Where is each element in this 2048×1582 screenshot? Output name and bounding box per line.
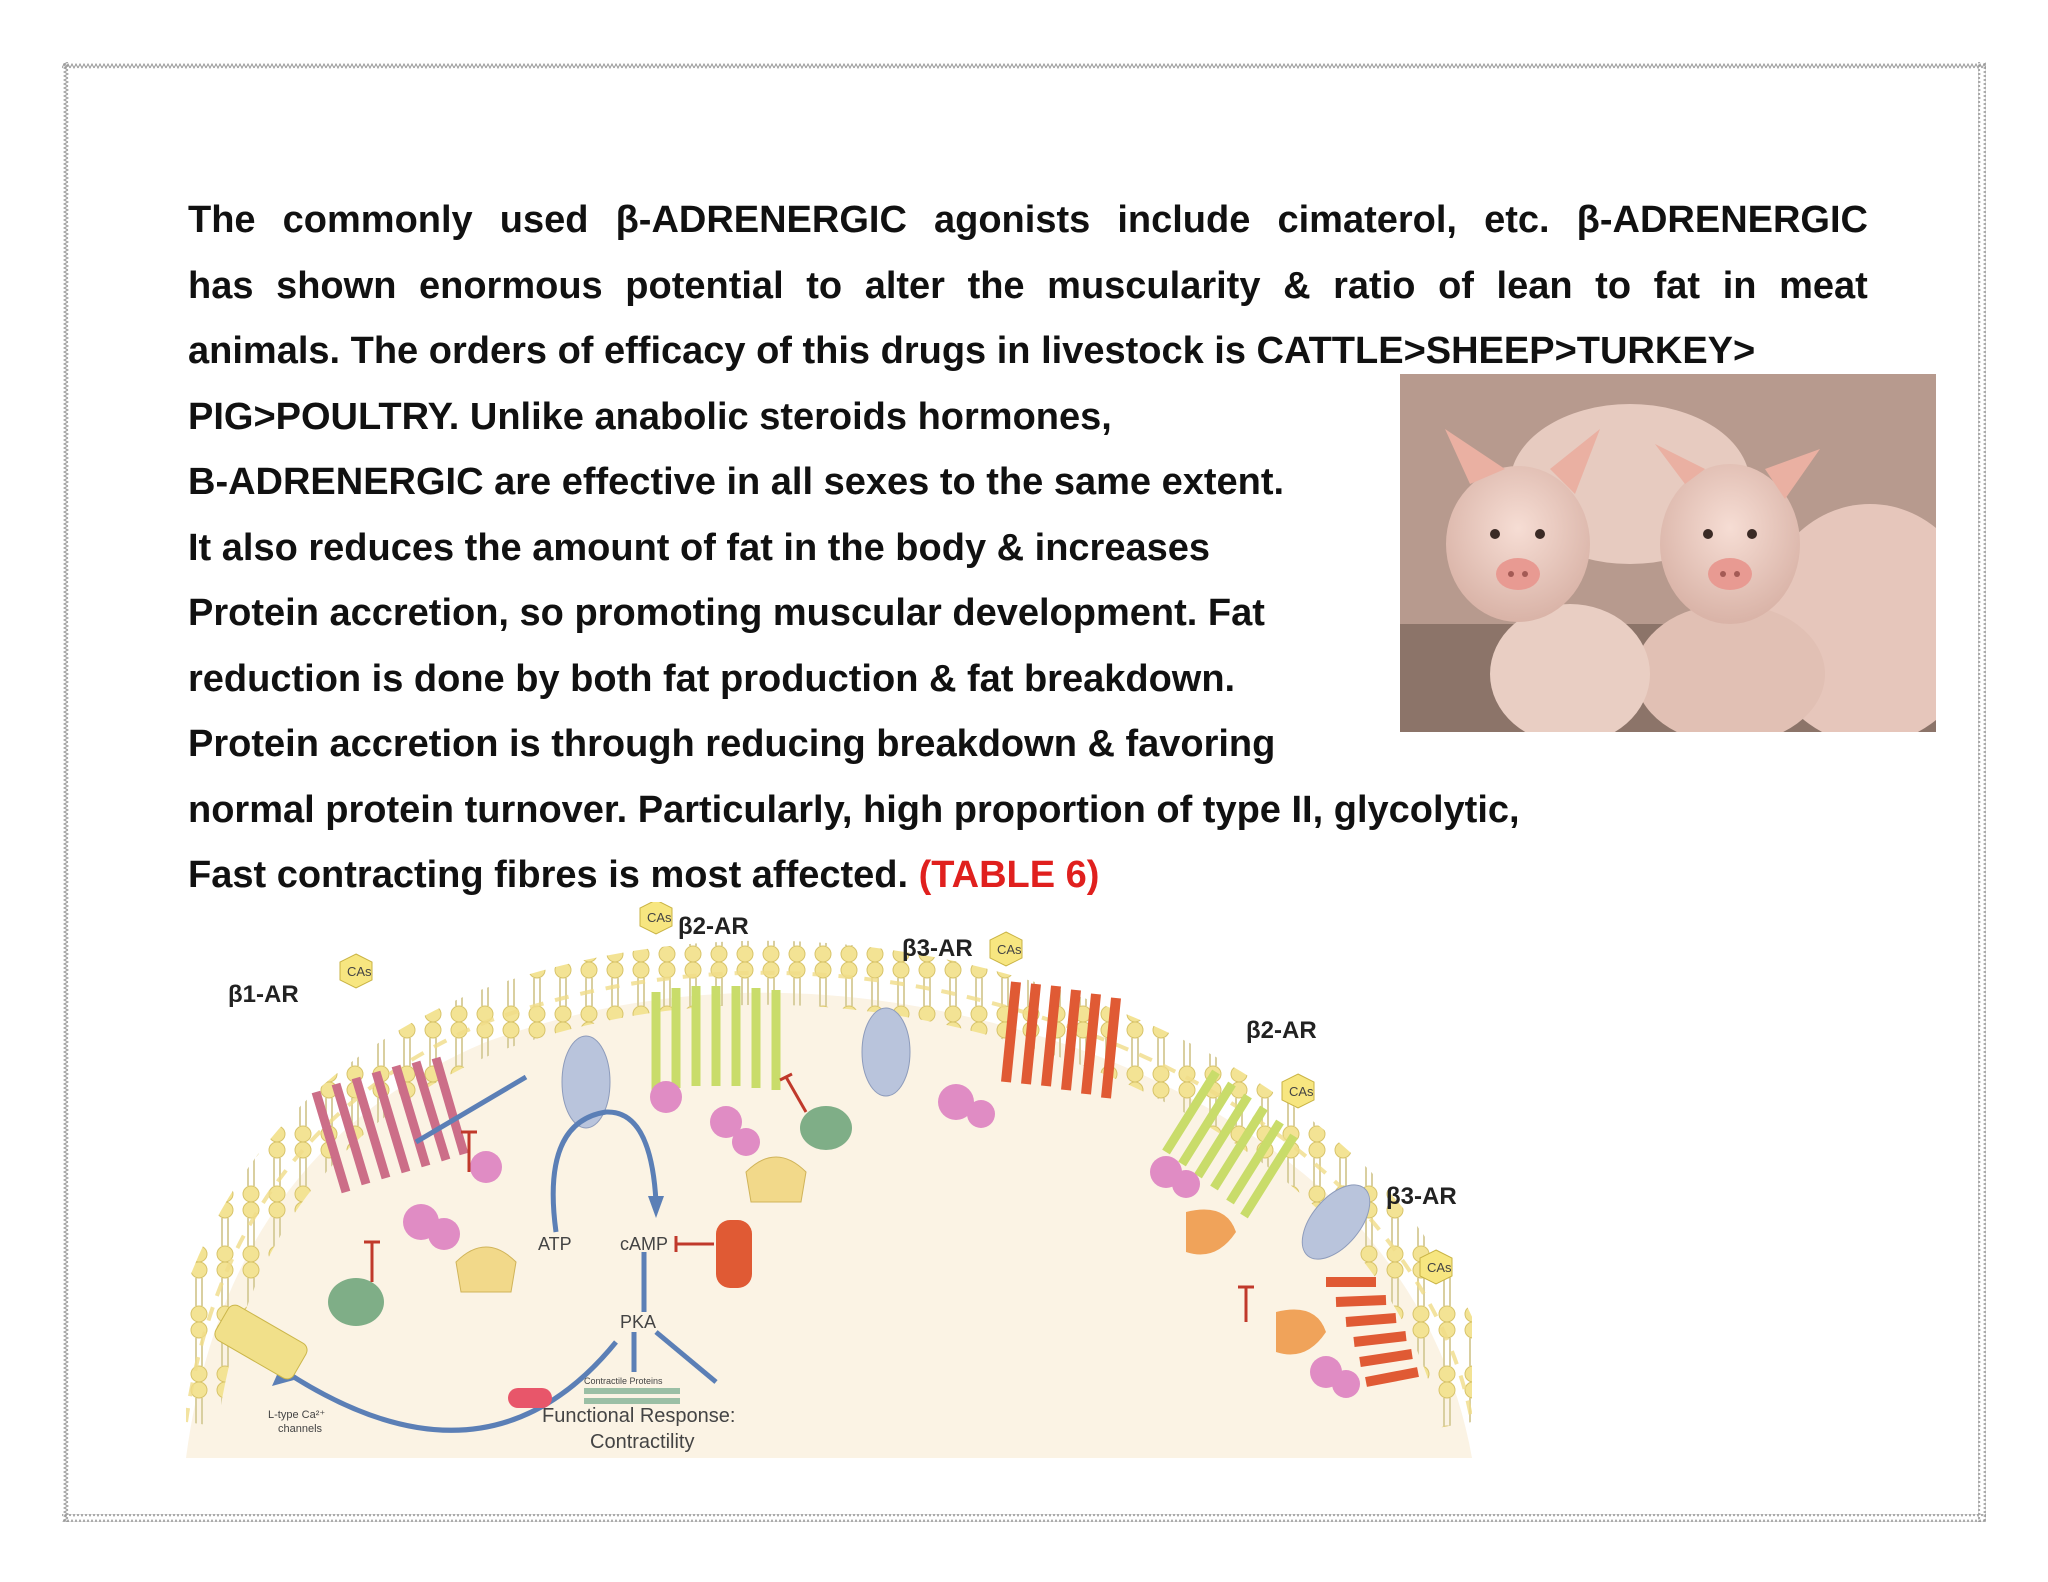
pig-photo — [1400, 374, 1936, 732]
contractility-label: Contractility — [590, 1431, 695, 1453]
text-line-9: Protein accretion is through reducing breakdown & favoring — [188, 723, 1276, 765]
word: in — [1722, 264, 1757, 307]
word: commonly — [282, 199, 473, 241]
word: cimaterol, — [1277, 199, 1457, 241]
table-reference: (TABLE 6) — [918, 854, 1100, 896]
atp-label: ATP — [538, 1234, 572, 1254]
text-line-6: It also reduces the amount of fat in the body & increases — [188, 526, 1210, 569]
text-line-5: B-ADRENERGIC are effective in all sexes to the same extent. — [188, 461, 1285, 503]
text-line-8: reduction is done by both fat production & fat breakdown. — [188, 657, 1236, 700]
word: to — [1595, 264, 1632, 307]
word: β-ADRENERGIC — [1576, 199, 1868, 241]
receptor-label: β3-AR — [1386, 1183, 1457, 1210]
text-line-1 — [188, 188, 1868, 254]
contractile-proteins-label: Contractile Proteins — [584, 1376, 663, 1386]
camp-label: cAMP — [620, 1234, 669, 1254]
channel-label: channels — [278, 1423, 323, 1435]
word: used — [499, 199, 589, 241]
word: the — [967, 264, 1025, 307]
ligand-label: CAs — [347, 964, 372, 979]
word: etc. — [1484, 199, 1550, 241]
b2-receptor-top — [656, 986, 776, 1092]
ligand-label: CAs — [1427, 1260, 1452, 1275]
text-line-11 — [188, 843, 1868, 909]
receptor-label: β2-AR — [1246, 1017, 1317, 1044]
word: to — [806, 264, 843, 307]
word: β-ADRENERGIC — [615, 199, 907, 241]
receptor-label: β3-AR — [902, 935, 973, 962]
word: The — [188, 199, 256, 241]
receptor-label: β1-AR — [228, 981, 299, 1008]
channel-label: L-type Ca²⁺ — [268, 1409, 326, 1421]
text-line-3: animals. The orders of efficacy of this drugs in livestock is CATTLE>SHEEP>TURKEY> — [188, 330, 1756, 372]
word: alter — [864, 264, 945, 307]
word: & — [1283, 264, 1311, 307]
word: enormous — [419, 264, 603, 307]
text-line-10: normal protein turnover. Particularly, high proportion of type II, glycolytic, — [188, 788, 1520, 831]
word: include — [1117, 199, 1251, 241]
functional-response-label: Functional Response: — [542, 1405, 736, 1427]
ligand-label: CAs — [647, 910, 672, 925]
word: has — [188, 264, 254, 307]
ligand-label: CAs — [997, 942, 1022, 957]
receptor-label: β2-AR — [678, 913, 749, 940]
word: potential — [625, 264, 784, 307]
text-line-4: PIG>POULTRY. Unlike anabolic steroids hormones, — [188, 395, 1112, 438]
ligand-label: CAs — [1289, 1084, 1314, 1099]
word: lean — [1496, 264, 1573, 307]
pka-label: PKA — [620, 1312, 657, 1332]
word: meat — [1779, 264, 1868, 307]
word: agonists — [934, 199, 1091, 241]
word: of — [1438, 264, 1474, 307]
text-line-2 — [188, 254, 1868, 320]
word: shown — [276, 264, 397, 307]
text-line-7: Protein accretion, so promoting muscular development. Fat — [188, 592, 1265, 634]
word: ratio — [1333, 264, 1416, 307]
beta-adrenergic-diagram — [186, 902, 1472, 1458]
word: muscularity — [1047, 264, 1261, 307]
last-line-text: Fast contracting fibres is most affected. — [188, 854, 909, 896]
word: fat — [1653, 264, 1701, 307]
